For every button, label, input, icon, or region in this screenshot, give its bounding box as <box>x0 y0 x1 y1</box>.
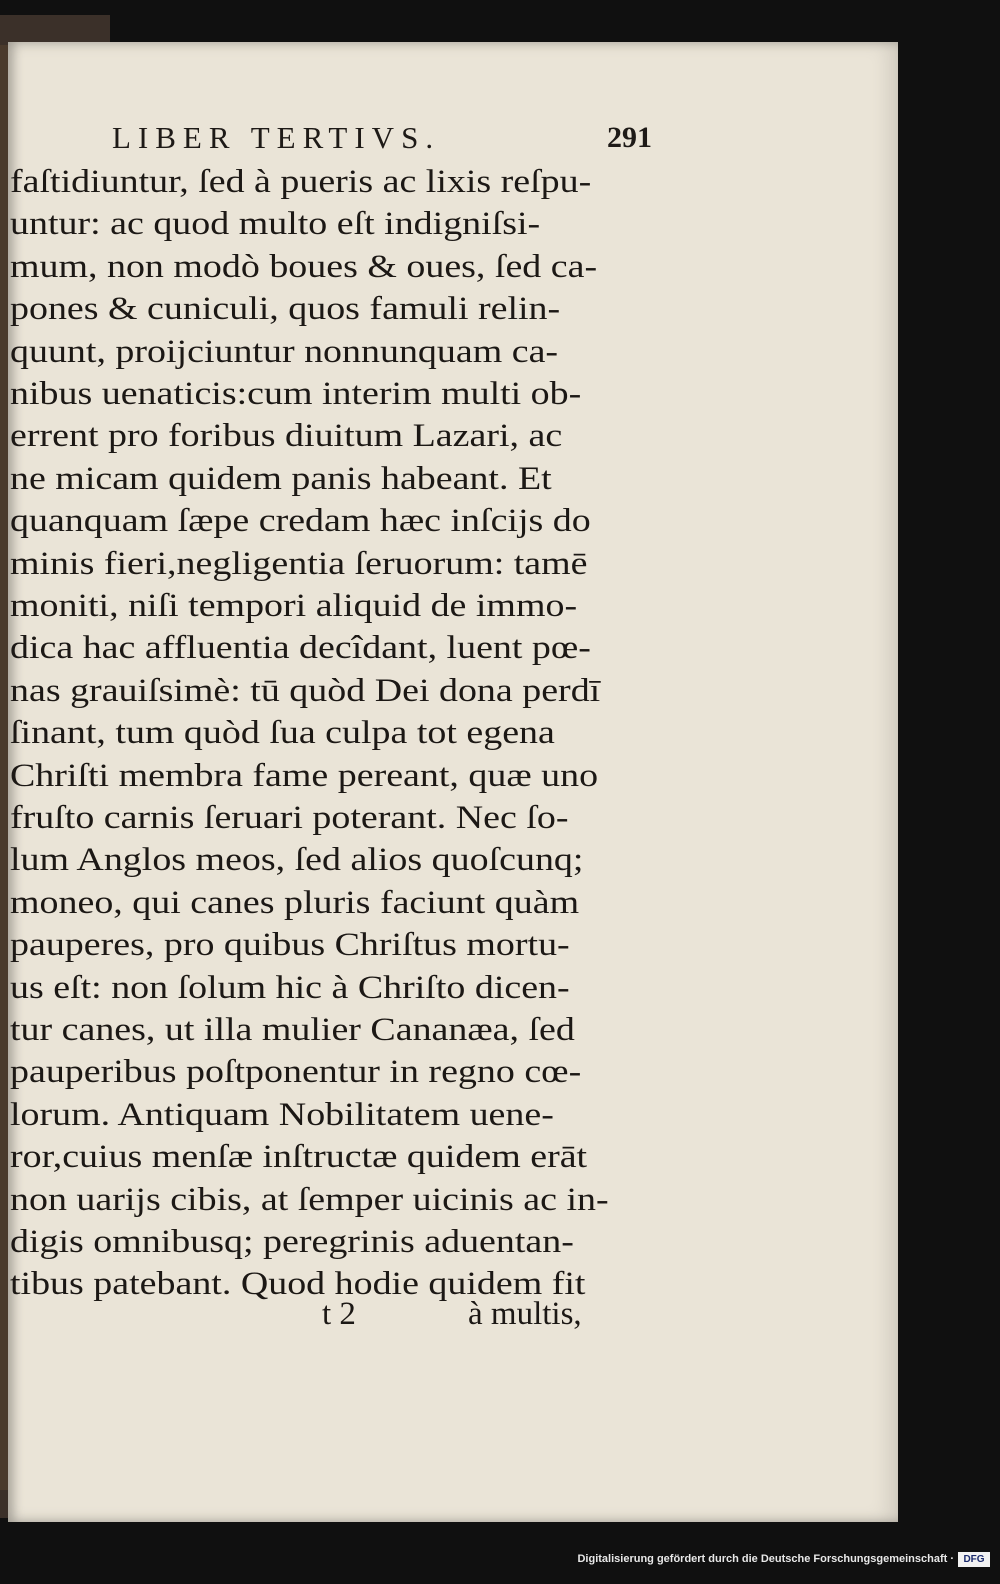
text-line: lorum. Antiquam Nobilitatem uene- <box>10 1096 554 1133</box>
text-line: quunt, proijciuntur nonnunquam ca- <box>10 333 559 370</box>
dfg-logo: DFG <box>958 1552 990 1567</box>
text-line: pauperes, pro quibus Chriſtus mortu- <box>10 927 570 964</box>
text-line: non uarijs cibis, at ſemper uicinis ac in- <box>10 1181 609 1218</box>
text-line: mum, non modò boues & oues, ſed ca- <box>10 248 598 285</box>
text-line: Chriſti membra fame pereant, quæ uno <box>10 757 599 794</box>
text-line: tur canes, ut illa mulier Cananæa, ſed <box>10 1012 575 1048</box>
text-line: pones & cuniculi, quos famuli relin- <box>10 291 561 328</box>
text-line: ror,cuius menſæ inſtructæ quidem erāt <box>10 1139 588 1176</box>
page-number: 291 <box>607 121 652 154</box>
digitization-credit: Digitalisierung gefördert durch die Deutsche Forschungsgemeinschaft · <box>577 1553 954 1565</box>
text-line: moneo, qui canes pluris faciunt quàm <box>10 884 580 921</box>
book-cover-top <box>0 15 110 45</box>
text-line: errent pro foribus diuitum Lazari, ac <box>10 418 563 455</box>
text-line: ſinant, tum quòd ſua culpa tot egena <box>10 715 555 752</box>
text-line: ne micam quidem panis habeant. Et <box>10 460 552 497</box>
text-line: faſtidiuntur, ſed à pueris ac lixis reſpu- <box>10 164 592 200</box>
running-head <box>112 116 652 166</box>
text-line: lum Anglos meos, ſed alios quoſcunq; <box>10 842 584 879</box>
signature-mark: t 2 <box>322 1296 356 1332</box>
catchword: à multis, <box>468 1296 582 1332</box>
text-line: fruſto carnis ſeruari poterant. Nec ſo- <box>10 800 569 836</box>
running-title: LIBER TERTIVS. <box>112 120 441 155</box>
text-line: nas grauiſsimè: tū quòd Dei dona perdī <box>10 672 601 709</box>
text-line: minis fieri,negligentia ſeruorum: tamē <box>10 545 588 582</box>
text-line: digis omnibusq; peregrinis aduentan- <box>10 1224 574 1260</box>
text-line: pauperibus poſtponentur in regno cœ- <box>10 1054 582 1091</box>
text-line: dica hac affluentia decîdant, luent pœ- <box>10 630 591 667</box>
text-line: us eſt: non ſolum hic à Chriſto dicen- <box>10 969 570 1006</box>
text-line: tibus patebant. Quod hodie quidem fit <box>10 1266 586 1303</box>
text-line: quanquam ſæpe credam hæc inſcijs do <box>10 503 591 540</box>
text-line: nibus uenaticis:cum interim multi ob- <box>10 376 582 412</box>
text-line: untur: ac quod multo eſt indigniſsi- <box>10 206 541 243</box>
text-line: moniti, niſi tempori aliquid de immo- <box>10 588 578 624</box>
catchline <box>316 1296 636 1340</box>
